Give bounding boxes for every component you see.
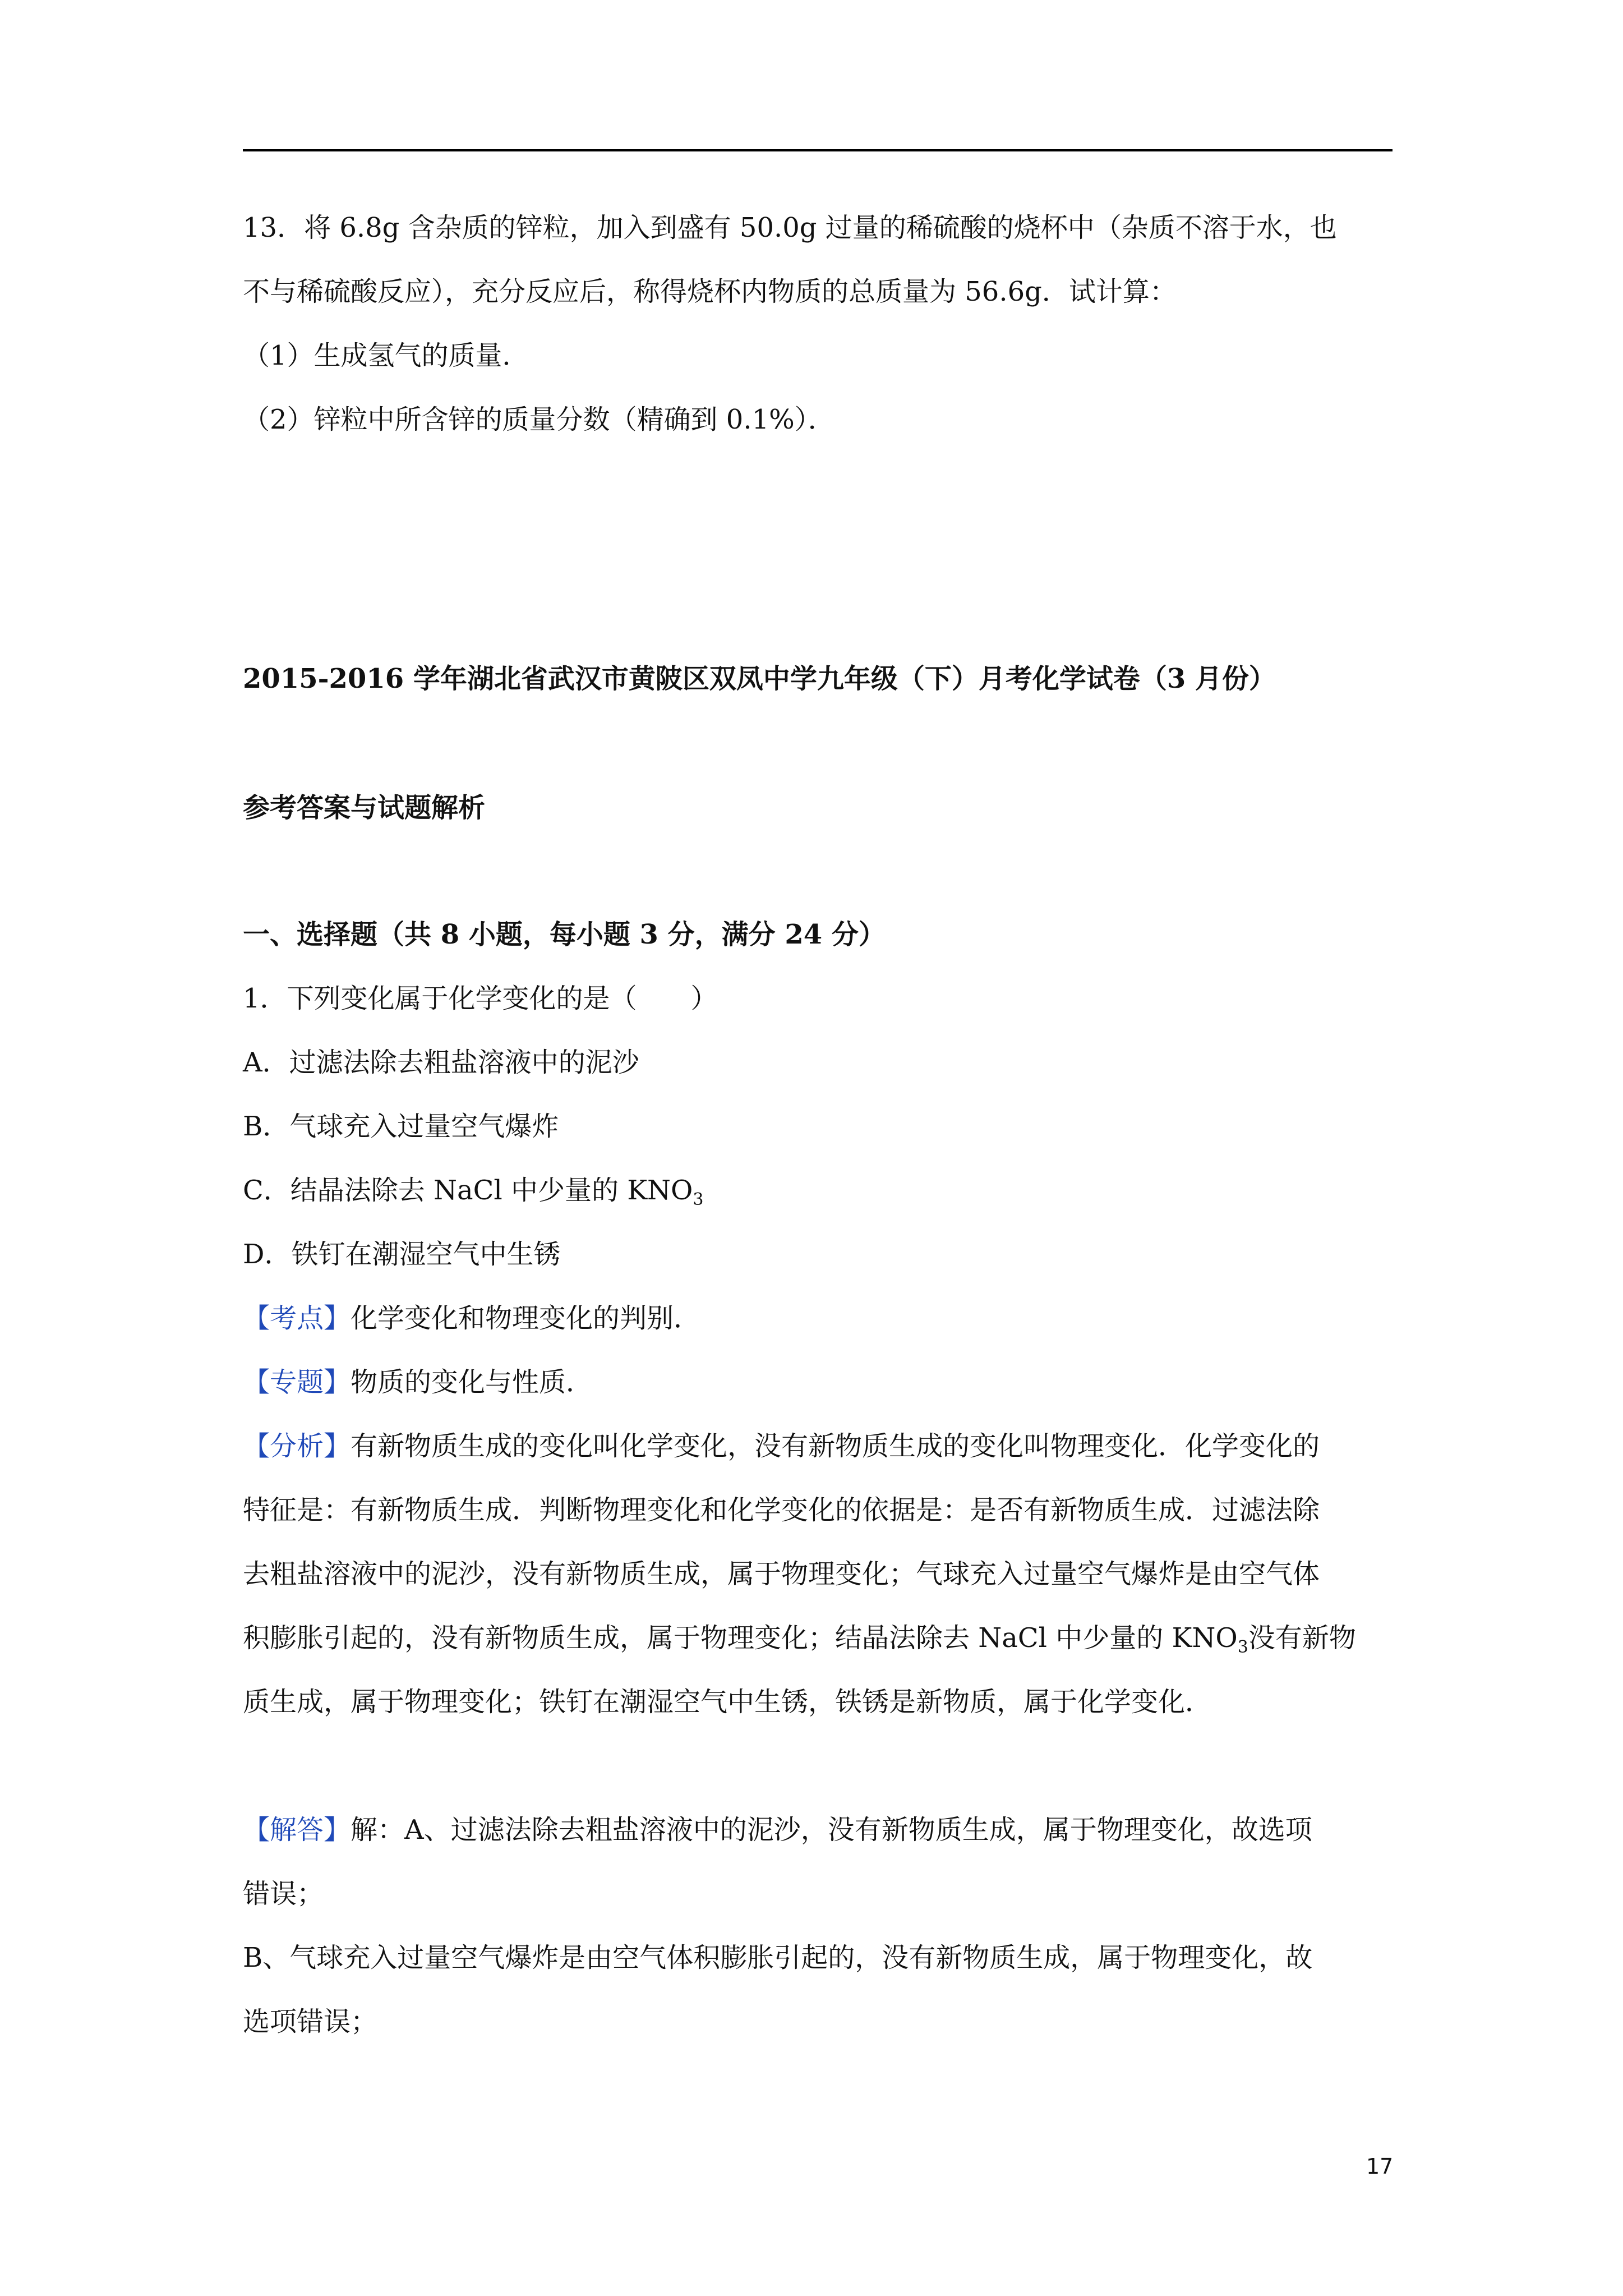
jieda-row-4: 选项错误； <box>243 2006 378 2037</box>
jieda-row-1 <box>243 1813 1312 1847</box>
q1-option-c-subscript: 3 <box>693 1190 704 1209</box>
kaodian-tag: 考点 <box>270 1303 324 1334</box>
fenxi-text-1: 有新物质生成的变化叫化学变化，没有新物质生成的变化叫物理变化．化学变化的 <box>351 1430 1320 1462</box>
jieda-bracket-left: 【 <box>243 1814 270 1846</box>
jieda-text-1: 解：A、过滤法除去粗盐溶液中的泥沙，没有新物质生成，属于物理变化，故选项 <box>351 1814 1312 1846</box>
q13-sub-question-2: （2）锌粒中所含锌的质量分数（精确到 0.1%）． <box>243 404 835 435</box>
q13-line-1: 13．将 6.8g 含杂质的锌粒，加入到盛有 50.0g 过量的稀硫酸的烧杯中（杂质不溶于水，也 <box>243 212 1337 243</box>
zhuanti-bracket-right: 】 <box>324 1366 351 1398</box>
jieda-tag: 解答 <box>270 1814 324 1846</box>
fenxi-row-1 <box>243 1429 1320 1463</box>
fenxi-row-2: 特征是：有新物质生成．判断物理变化和化学变化的依据是：是否有新物质生成．过滤法除 <box>243 1494 1320 1526</box>
q1-option-c-text: C．结晶法除去 NaCl 中少量的 KNO <box>243 1175 693 1206</box>
fenxi-text-4: 积膨胀引起的，没有新物质生成，属于物理变化；结晶法除去 NaCl 中少量的 KNO <box>243 1622 1238 1654</box>
page-number: 17 <box>1366 2154 1394 2179</box>
jieda-row-2: 错误； <box>243 1878 324 1910</box>
fenxi-text-4-post: 没有新物 <box>1248 1622 1356 1654</box>
q1-option-d: D．铁钉在潮湿空气中生锈 <box>243 1239 561 1270</box>
section-title: 一、选择题（共 8 小题，每小题 3 分，满分 24 分） <box>243 919 886 950</box>
q13-sub-question-1: （1）生成氢气的质量． <box>243 340 529 371</box>
kaodian-bracket-right: 】 <box>324 1303 351 1334</box>
fenxi-bracket-right: 】 <box>324 1430 351 1462</box>
fenxi-row-4 <box>243 1621 1356 1655</box>
kaodian-row <box>243 1301 700 1335</box>
fenxi-tag: 分析 <box>270 1430 324 1462</box>
q1-option-b: B．气球充入过量空气爆炸 <box>243 1111 559 1142</box>
q13-line-2: 不与稀硫酸反应），充分反应后，称得烧杯内物质的总质量为 56.6g．试计算： <box>243 276 1177 307</box>
fenxi-row-5: 质生成，属于物理变化；铁钉在潮湿空气中生锈，铁锈是新物质，属于化学变化． <box>243 1686 1212 1718</box>
answer-title: 参考答案与试题解析 <box>243 792 486 823</box>
kaodian-text: 化学变化和物理变化的判别． <box>351 1303 701 1334</box>
zhuanti-text: 物质的变化与性质． <box>351 1366 593 1398</box>
header-rule <box>243 149 1393 151</box>
kaodian-bracket-left: 【 <box>243 1303 270 1334</box>
q1-stem: 1．下列变化属于化学变化的是（ ） <box>243 983 718 1014</box>
fenxi-bracket-left: 【 <box>243 1430 270 1462</box>
q1-option-a: A．过滤法除去粗盐溶液中的泥沙 <box>243 1047 639 1078</box>
jieda-row-3: B、气球充入过量空气爆炸是由空气体积膨胀引起的，没有新物质生成，属于物理变化，故 <box>243 1942 1313 1973</box>
q1-option-c <box>243 1174 704 1207</box>
fenxi-subscript: 3 <box>1237 1637 1248 1657</box>
fenxi-row-3: 去粗盐溶液中的泥沙，没有新物质生成，属于物理变化；气球充入过量空气爆炸是由空气体 <box>243 1558 1320 1590</box>
jieda-bracket-right: 】 <box>324 1814 351 1846</box>
zhuanti-row <box>243 1365 593 1399</box>
exam-title: 2015-2016 学年湖北省武汉市黄陂区双凤中学九年级（下）月考化学试卷（3 月份） <box>243 663 1276 694</box>
zhuanti-tag: 专题 <box>270 1366 324 1398</box>
zhuanti-bracket-left: 【 <box>243 1366 270 1398</box>
